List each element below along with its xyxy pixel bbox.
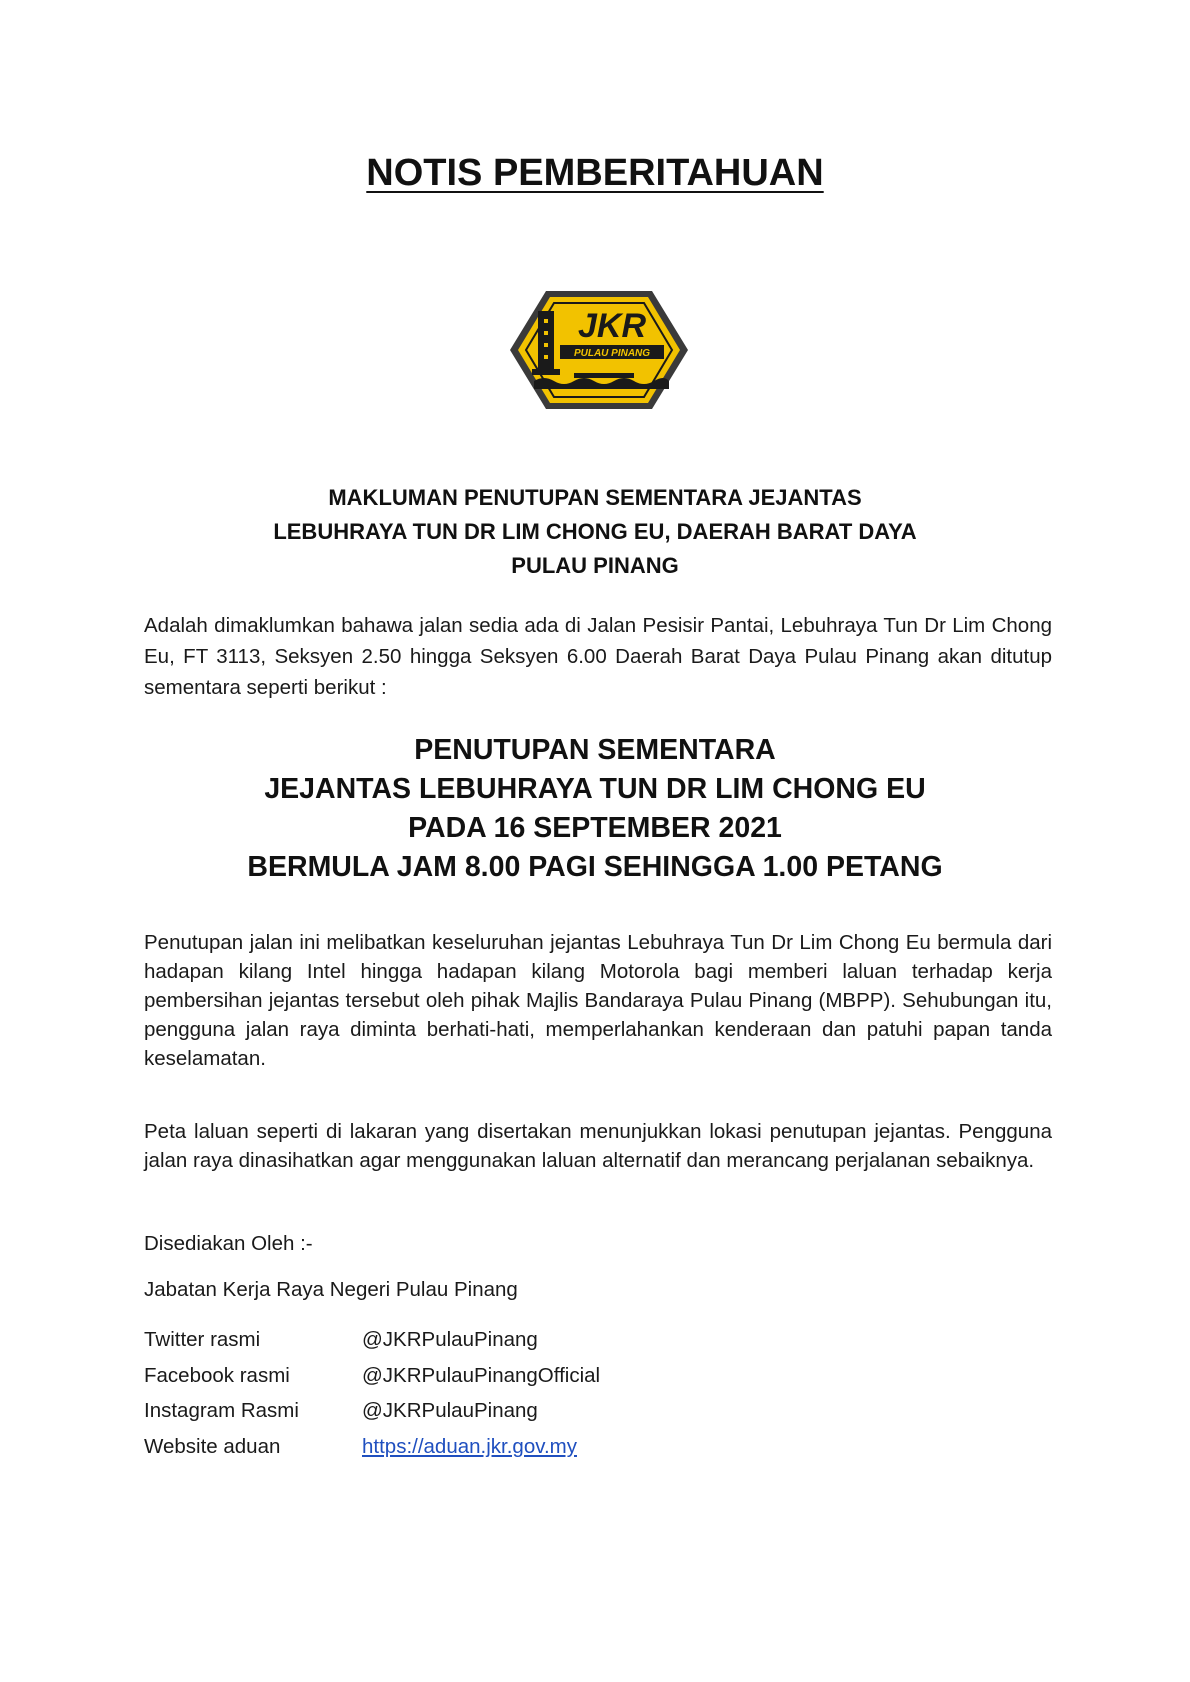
- contact-list: [144, 1328, 744, 1470]
- logo-subtext: PULAU PINANG: [573, 348, 651, 359]
- contact-label: Facebook rasmi: [144, 1363, 290, 1387]
- contact-label: Twitter rasmi: [144, 1328, 261, 1351]
- contact-row-facebook: [144, 1364, 744, 1400]
- closure-line: PENUTUPAN SEMENTARA: [414, 734, 776, 766]
- details-paragraph: Penutupan jalan ini melibatkan keseluruhan jejantas Lebuhraya Tun Dr Lim Chong Eu bermula dari hadapan kilang Intel hingga hadapan kilang Motorola bagi memberi laluan terhadap kerja pembersihan jejantas tersebut oleh pihak Majlis Bandaraya Pulau Pinang (MBPP). Sehubungan itu, pengguna jalan raya diminta berhati-hati, memperlahankan kenderaan dan patuhi papan tanda keselamatan.: [144, 931, 1052, 1070]
- closure-line: JEJANTAS LEBUHRAYA TUN DR LIM CHONG EU: [264, 773, 926, 805]
- contact-row-twitter: [144, 1328, 744, 1364]
- announcement-heading-line: MAKLUMAN PENUTUPAN SEMENTARA JEJANTAS: [328, 485, 862, 510]
- jkr-logo: [504, 285, 694, 415]
- contact-label: Instagram Rasmi: [144, 1399, 299, 1422]
- map-note-paragraph: Peta laluan seperti di lakaran yang disertakan menunjukkan lokasi penutupan jejantas. Pengguna jalan raya dinasihatkan agar menggunakan laluan alternatif dan merancang perjalanan sebaiknya.: [144, 1120, 1052, 1172]
- contact-label: Website aduan: [144, 1434, 281, 1458]
- prepared-by: Disediakan Oleh :-: [144, 1232, 313, 1255]
- department-name: Jabatan Kerja Raya Negeri Pulau Pinang: [144, 1278, 518, 1301]
- complaint-website-link[interactable]: https://aduan.jkr.gov.my: [362, 1434, 577, 1458]
- contact-row-website: [144, 1435, 744, 1471]
- announcement-heading-line: PULAU PINANG: [511, 553, 679, 578]
- closure-details: [0, 731, 1190, 887]
- closure-line: BERMULA JAM 8.00 PAGI SEHINGGA 1.00 PETANG: [247, 851, 943, 883]
- contact-value: @JKRPulauPinang: [362, 1399, 538, 1422]
- page-title: NOTIS PEMBERITAHUAN: [366, 152, 824, 194]
- contact-row-instagram: [144, 1399, 744, 1435]
- contact-value: @JKRPulauPinang: [362, 1328, 538, 1351]
- announcement-heading-line: LEBUHRAYA TUN DR LIM CHONG EU, DAERAH BARAT DAYA: [273, 519, 917, 544]
- intro-paragraph: Adalah dimaklumkan bahawa jalan sedia ada di Jalan Pesisir Pantai, Lebuhraya Tun Dr Lim Chong Eu, FT 3113, Seksyen 2.50 hingga Seksyen 6.00 Daerah Barat Daya Pulau Pinang akan ditutup sementara seperti berikut :: [144, 614, 1052, 699]
- closure-line: PADA 16 SEPTEMBER 2021: [408, 812, 782, 844]
- logo-text: JKR: [577, 307, 647, 345]
- announcement-heading: [0, 481, 1190, 583]
- contact-value: @JKRPulauPinangOfficial: [362, 1363, 601, 1387]
